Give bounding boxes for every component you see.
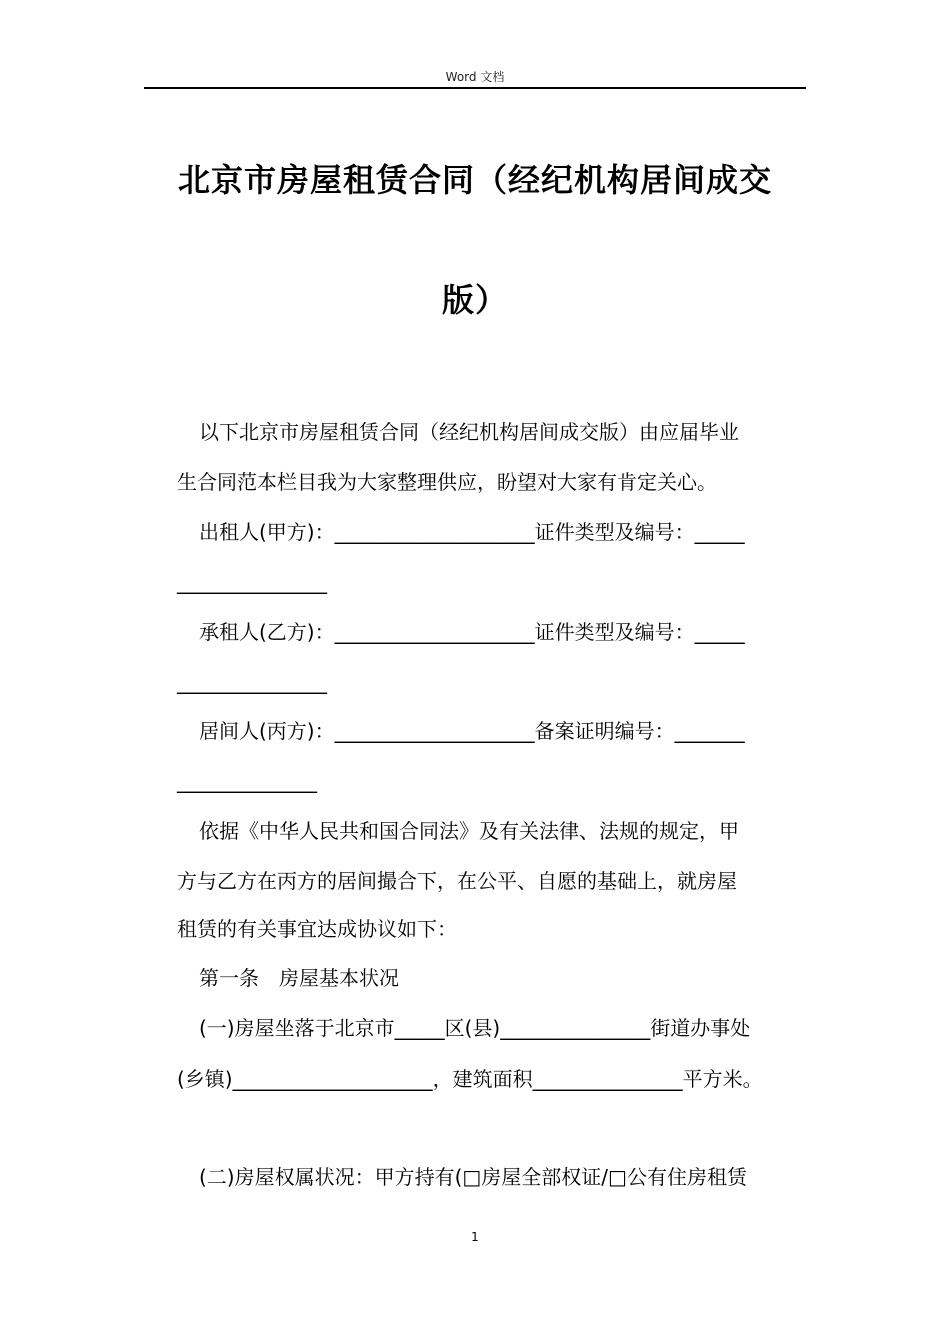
header-rule <box>144 87 806 89</box>
page-number: 1 <box>471 1230 479 1244</box>
body-line: (一)房屋坐落于北京市_____区(县)_______________街道办事处 <box>199 1016 751 1040</box>
lessee-line: 承租人(乙方)：____________________证件类型及编号：_____ <box>199 620 745 644</box>
broker-line-cont: ______________ <box>177 769 317 793</box>
document-title-line-2: 版） <box>441 281 508 319</box>
body-line: 租赁的有关事宜达成协议如下： <box>177 917 457 941</box>
body-line: 依据《中华人民共和国合同法》及有关法律、法规的规定，甲 <box>199 819 739 843</box>
body-line: (二)房屋权属状况：甲方持有(□房屋全部权证/□公有住房租赁 <box>199 1165 747 1189</box>
lessor-line-cont: _______________ <box>177 570 327 594</box>
document-title-line-1: 北京市房屋租赁合同（经纪机构居间成交 <box>177 161 772 199</box>
broker-line: 居间人(丙方)：____________________备案证明编号：_______ <box>199 719 745 743</box>
page-header: Word 文档 <box>445 70 505 84</box>
body-line: 生合同范本栏目我为大家整理供应，盼望对大家有肯定关心。 <box>177 470 717 494</box>
article-heading: 第一条 房屋基本状况 <box>199 966 399 990</box>
body-line: (乡镇)____________________，建筑面积_______________平方米。 <box>177 1067 763 1091</box>
body-line: 以下北京市房屋租赁合同（经纪机构居间成交版）由应届毕业 <box>199 420 739 444</box>
lessee-line-cont: _______________ <box>177 670 327 694</box>
lessor-line: 出租人(甲方)：____________________证件类型及编号：_____ <box>199 520 745 544</box>
body-line: 方与乙方在丙方的居间撮合下，在公平、自愿的基础上，就房屋 <box>177 869 737 893</box>
